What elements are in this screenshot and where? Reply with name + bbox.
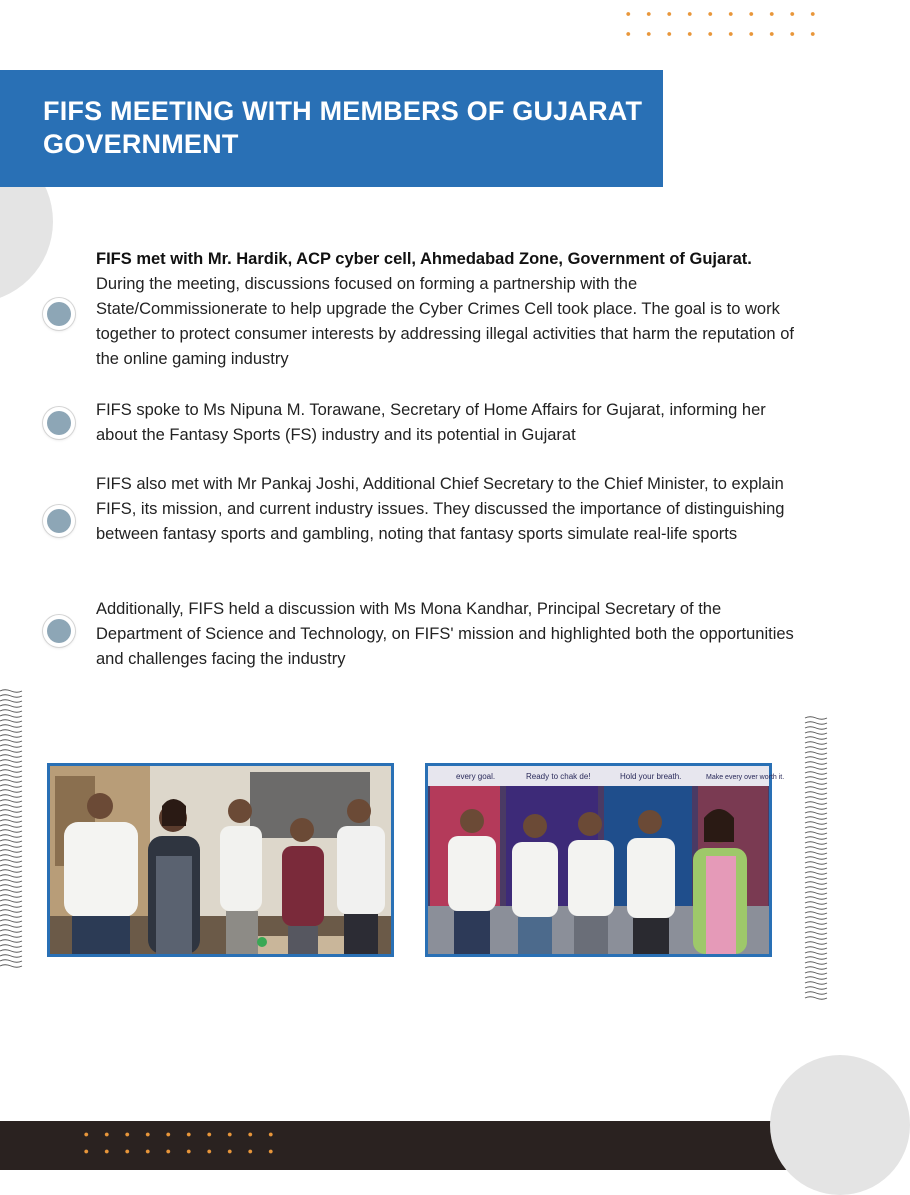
- wave-line: [805, 977, 827, 980]
- wave-line: [805, 972, 827, 975]
- meeting-photo-1: [47, 763, 394, 957]
- wave-line: [0, 955, 22, 958]
- wave-line: [805, 887, 827, 890]
- wave-line: [805, 902, 827, 905]
- wave-line: [0, 725, 22, 728]
- wave-line: [805, 877, 827, 880]
- wave-line: [0, 770, 22, 773]
- wave-line: [805, 892, 827, 895]
- wave-line: [0, 700, 22, 703]
- wave-line: [805, 772, 827, 775]
- wave-line: [805, 932, 827, 935]
- wave-line: [0, 890, 22, 893]
- wave-line: [0, 835, 22, 838]
- wave-line: [0, 785, 22, 788]
- wave-line: [0, 805, 22, 808]
- wave-line: [0, 815, 22, 818]
- wave-line: [0, 795, 22, 798]
- bullet-item-2: [96, 398, 796, 448]
- wave-line: [0, 925, 22, 928]
- wave-line: [0, 915, 22, 918]
- wave-line: [805, 777, 827, 780]
- wave-line: [0, 875, 22, 878]
- wave-line: [805, 732, 827, 735]
- wave-line: [0, 965, 22, 968]
- wave-line: [805, 817, 827, 820]
- wave-line: [805, 857, 827, 860]
- wave-line: [0, 905, 22, 908]
- wave-line: [805, 752, 827, 755]
- wave-line: [805, 897, 827, 900]
- wave-line: [805, 962, 827, 965]
- wave-line: [0, 940, 22, 943]
- banner-text-3: Hold your breath.: [620, 772, 682, 781]
- wave-line: [805, 797, 827, 800]
- wave-line: [0, 810, 22, 813]
- bullet-1-text: During the meeting, discussions focused on forming a partnership with the State/Commissionerate to help upgrade the Cyber Crimes Cell took place. The goal is to work together to protect consumer interests by addressing illegal activities that harm the reputation of the online gaming industry: [96, 275, 794, 368]
- meeting-photo-2: [425, 763, 785, 957]
- wave-line: [805, 742, 827, 745]
- page-title: FIFS MEETING WITH MEMBERS OF GUJARAT GOVERNMENT: [43, 96, 643, 159]
- wave-line: [0, 820, 22, 823]
- wave-line: [0, 730, 22, 733]
- decorative-circle-right: [770, 1055, 910, 1195]
- wave-line: [0, 740, 22, 743]
- decorative-dots-bottom: [76, 1126, 276, 1166]
- bullet-marker-icon: [43, 505, 75, 537]
- wave-line: [0, 910, 22, 913]
- wave-line: [805, 952, 827, 955]
- wave-line: [0, 735, 22, 738]
- wave-line: [805, 827, 827, 830]
- wave-line: [805, 927, 827, 930]
- wave-line: [0, 745, 22, 748]
- wave-line: [805, 862, 827, 865]
- wave-line: [0, 775, 22, 778]
- bullet-item-3: [96, 472, 796, 547]
- wave-line: [805, 727, 827, 730]
- wave-line: [805, 852, 827, 855]
- wave-line: [805, 917, 827, 920]
- wave-line: [805, 832, 827, 835]
- wave-line: [0, 840, 22, 843]
- wave-line: [0, 895, 22, 898]
- bullet-marker-icon: [43, 407, 75, 439]
- wave-line: [0, 935, 22, 938]
- wave-line: [805, 822, 827, 825]
- banner-text-1: every goal.: [456, 772, 496, 781]
- bullet-1-bold-text: FIFS met with Mr. Hardik, ACP cyber cell, Ahmedabad Zone, Government of Gujarat.: [96, 250, 752, 268]
- wave-line: [0, 760, 22, 763]
- wave-line: [805, 997, 827, 1000]
- wave-line: [805, 762, 827, 765]
- wave-line: [805, 907, 827, 910]
- wave-line: [805, 967, 827, 970]
- decorative-dots-top: [618, 4, 818, 52]
- wave-line: [805, 787, 827, 790]
- wave-line: [805, 722, 827, 725]
- wave-line: [805, 937, 827, 940]
- wave-line: [805, 882, 827, 885]
- wave-line: [805, 942, 827, 945]
- wave-line: [0, 960, 22, 963]
- wave-line: [0, 845, 22, 848]
- wave-line: [0, 900, 22, 903]
- wave-line: [0, 885, 22, 888]
- wave-line: [805, 792, 827, 795]
- wave-line: [0, 865, 22, 868]
- wave-line: [805, 847, 827, 850]
- banner-text-2: Ready to chak de!: [526, 772, 591, 781]
- wave-line: [0, 715, 22, 718]
- wave-line: [0, 870, 22, 873]
- wave-line: [805, 767, 827, 770]
- wave-line: [0, 755, 22, 758]
- wave-line: [0, 860, 22, 863]
- wave-line: [805, 717, 827, 720]
- wave-line: [0, 950, 22, 953]
- wave-line: [805, 807, 827, 810]
- bullet-marker-icon: [43, 298, 75, 330]
- wave-line: [0, 780, 22, 783]
- bullet-2-text: FIFS spoke to Ms Nipuna M. Torawane, Secretary of Home Affairs for Gujarat, informing her about the Fantasy Sports (FS) industry and its potential in Gujarat: [96, 401, 766, 444]
- bullet-item-4: [96, 597, 796, 672]
- wave-line: [0, 830, 22, 833]
- bullet-marker-icon: [43, 615, 75, 647]
- wave-line: [0, 855, 22, 858]
- wave-line: [0, 850, 22, 853]
- wave-line: [805, 982, 827, 985]
- wave-line: [0, 705, 22, 708]
- wave-line: [805, 912, 827, 915]
- bullet-4-text: Additionally, FIFS held a discussion with Ms Mona Kandhar, Principal Secretary of the Department of Science and Technology, on FIFS' mission and highlighted both the opportunities and challenges facing the industry: [96, 600, 794, 668]
- wave-line: [805, 872, 827, 875]
- wave-line: [805, 837, 827, 840]
- wave-line: [0, 790, 22, 793]
- wave-line: [805, 737, 827, 740]
- wave-line: [805, 947, 827, 950]
- wave-line: [0, 750, 22, 753]
- wave-line: [0, 800, 22, 803]
- wave-line: [805, 802, 827, 805]
- wave-line: [0, 710, 22, 713]
- bullet-3-text: FIFS also met with Mr Pankaj Joshi, Additional Chief Secretary to the Chief Minister, to explain FIFS, its mission, and current industry issues. They discussed the importance of distinguishing between fantasy sports and gambling, noting that fantasy sports simulate real-life sports: [96, 475, 785, 543]
- wave-line: [0, 920, 22, 923]
- wave-line: [0, 765, 22, 768]
- wave-line: [0, 825, 22, 828]
- wave-line: [805, 867, 827, 870]
- decorative-wave-lines-left: [0, 688, 22, 970]
- banner-text-4: Make every over worth it.: [706, 774, 785, 781]
- wave-line: [805, 757, 827, 760]
- decorative-wave-lines-right: [805, 715, 827, 1000]
- bullet-item-1: [96, 247, 796, 372]
- wave-line: [805, 842, 827, 845]
- wave-line: [0, 945, 22, 948]
- wave-line: [0, 880, 22, 883]
- wave-line: [0, 720, 22, 723]
- wave-line: [805, 747, 827, 750]
- wave-line: [805, 812, 827, 815]
- wave-line: [805, 782, 827, 785]
- wave-line: [0, 690, 22, 693]
- wave-line: [805, 957, 827, 960]
- wave-line: [805, 992, 827, 995]
- wave-line: [805, 922, 827, 925]
- wave-line: [0, 695, 22, 698]
- wave-line: [805, 987, 827, 990]
- wave-line: [0, 930, 22, 933]
